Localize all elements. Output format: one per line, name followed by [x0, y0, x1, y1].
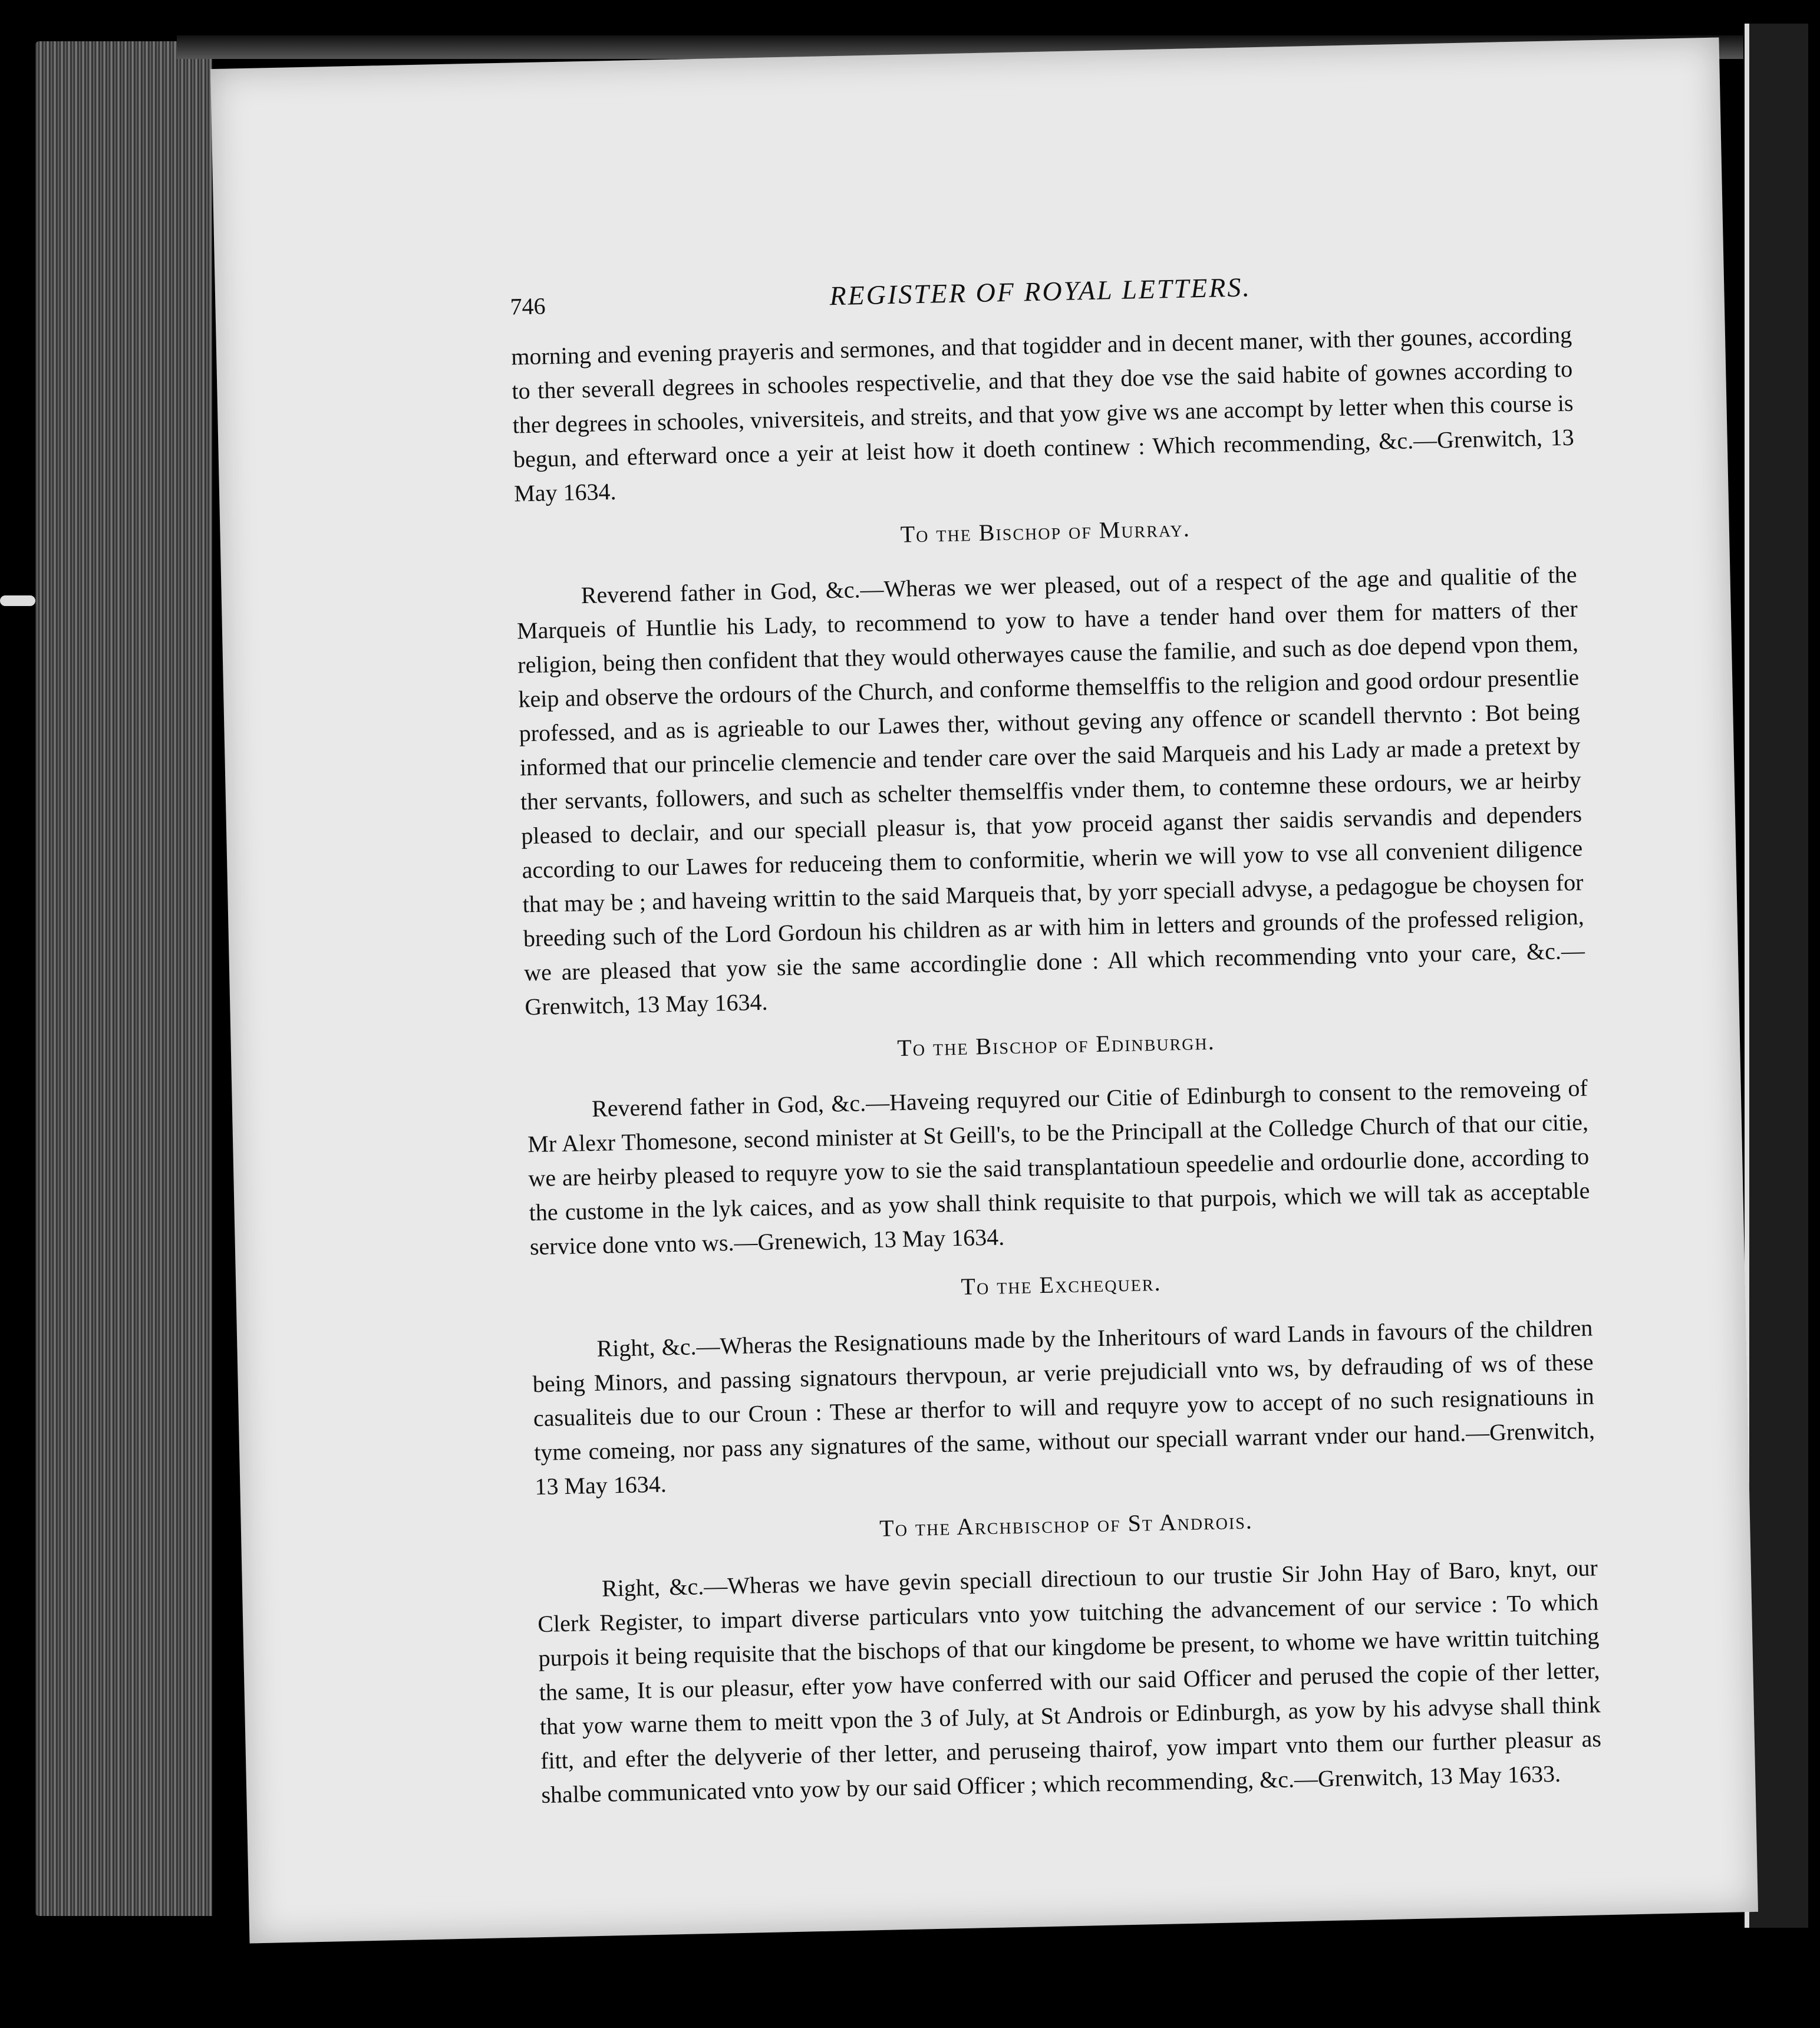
page-content	[510, 265, 1603, 1812]
letter-addressee: To the Bischop of Edinburgh.	[896, 1028, 1216, 1062]
book-page	[210, 38, 1758, 1944]
letter-exchequer	[530, 1260, 1596, 1504]
book-page-edges	[35, 41, 212, 1916]
letter-addressee: To the Bischop of Murray.	[900, 515, 1191, 548]
letter-body: Right, &c.—Wheras the Resignatiouns made by the Inheritours of ward Lands in favours of the children being Minors, and passing signatours thervpoun, ar verie prejudiciall vnto ws, by defrauding of ws of these casualiteis due to our Croun : These ar therfor to will and requyre yow to accept of no such resignatiouns in tyme comeing, nor pass any signatures of the same, without our speciall warrant vnder our hand.—Grenwitch, 13 May 1634.	[532, 1314, 1595, 1500]
letter-edinburgh	[526, 1020, 1591, 1265]
letter-murray	[515, 506, 1585, 1025]
letter-body: Reverend father in God, &c.—Haveing requyred our Citie of Edinburgh to consent to the removeing of Mr Alexr Thomesone, second minister at St Geill's, to be the Principall at the Colledge Church of that our citie, we are heirby pleased to requyre yow to sie the said transplantatioun speedelie and ordourlie done, according to the custome in the lyk caices, and as yow shall think requisite to that purpois, which we will tak as acceptable service done vnto ws.—Grenewich, 13 May 1634.	[527, 1074, 1590, 1260]
scan-artifact	[0, 595, 35, 606]
letter-body: Reverend father in God, &c.—Wheras we wer pleased, out of a respect of the age and qualitie of the Marqueis of Huntlie his Lady, to recommend to yow to have a tender hand over them for matters of ther religion, being then confident that they would otherwayes cause the familie, and such as doe depend vpon them, keip and observe the ordours of the Church, and conforme themselffis to the religion and good ordour presentlie professed, and as is agrieable to our Lawes ther, without geving any offence or scandell thervnto : Bot being informed that our princelie clemencie and tender care over the said Marqueis and his Lady ar made a pretext by ther servants, followers, and such as schelter themselffis vnder them, to contemne these ordours, we ar heirby pleased to declair, and our speciall pleasur is, that yow proceid aganst ther saidis servandis and dependers according to our Lawes for reduceing them to conformitie, wherin we will yow to vse all convenient diligence that may be ; and haveing writtin to the said Marqueis that, by yorr speciall advyse, a pedagogue be choysen for breeding such of the Lord Gordoun his children as ar with him in letters and grounds of the professed religion, we are pleased that yow sie the same accordinglie done : All which recommending vnto your care, &c.—Grenwitch, 13 May 1634.	[516, 561, 1585, 1020]
letter-st-androis	[536, 1499, 1603, 1812]
page-header	[510, 265, 1571, 328]
continuation-paragraph: morning and evening prayeris and sermones, and that togidder and in decent maner, with ther gounes, according to ther severall degrees in schooles respectivelie, and that they doe vse the said habite of gownes according to ther degrees in schooles, vniversiteis, and streits, and that yow give ws ane accompt by letter when this course is begun, and efterward once a yeir at leist how it doeth continew : Which recommending, &c.—Grenwitch, 13 May 1634.	[510, 321, 1575, 507]
letter-body: Right, &c.—Wheras we have gevin speciall directioun to our trustie Sir John Hay of Baro, knyt, our Clerk Register, to impart diverse particulars vnto yow tuitching the advancement of our service : To which purpois it being requisite that the bischops of that our kingdome be present, to whome we have writtin tuitching the same, It is our pleasur, efter yow have conferred with our said Officer and perused the copie of ther letter, that yow warne them to meitt vpon the 3 of July, at St Androis or Edinburgh, as yow by his advyse shall think fitt, and efter the delyverie of ther letter, and peruseing thairof, yow impart vnto them our further pleasur as shalbe communicated vnto yow by our said Officer ; which recommending, &c.—Grenwitch, 13 May 1633.	[537, 1554, 1602, 1809]
letter-addressee: To the Archbischop of St Androis.	[879, 1507, 1254, 1542]
facing-page-edge	[1745, 24, 1808, 1928]
running-head: REGISTER OF ROYAL LETTERS.	[829, 272, 1252, 311]
page-number: 746	[510, 292, 546, 320]
letter-addressee: To the Exchequer.	[961, 1269, 1162, 1300]
